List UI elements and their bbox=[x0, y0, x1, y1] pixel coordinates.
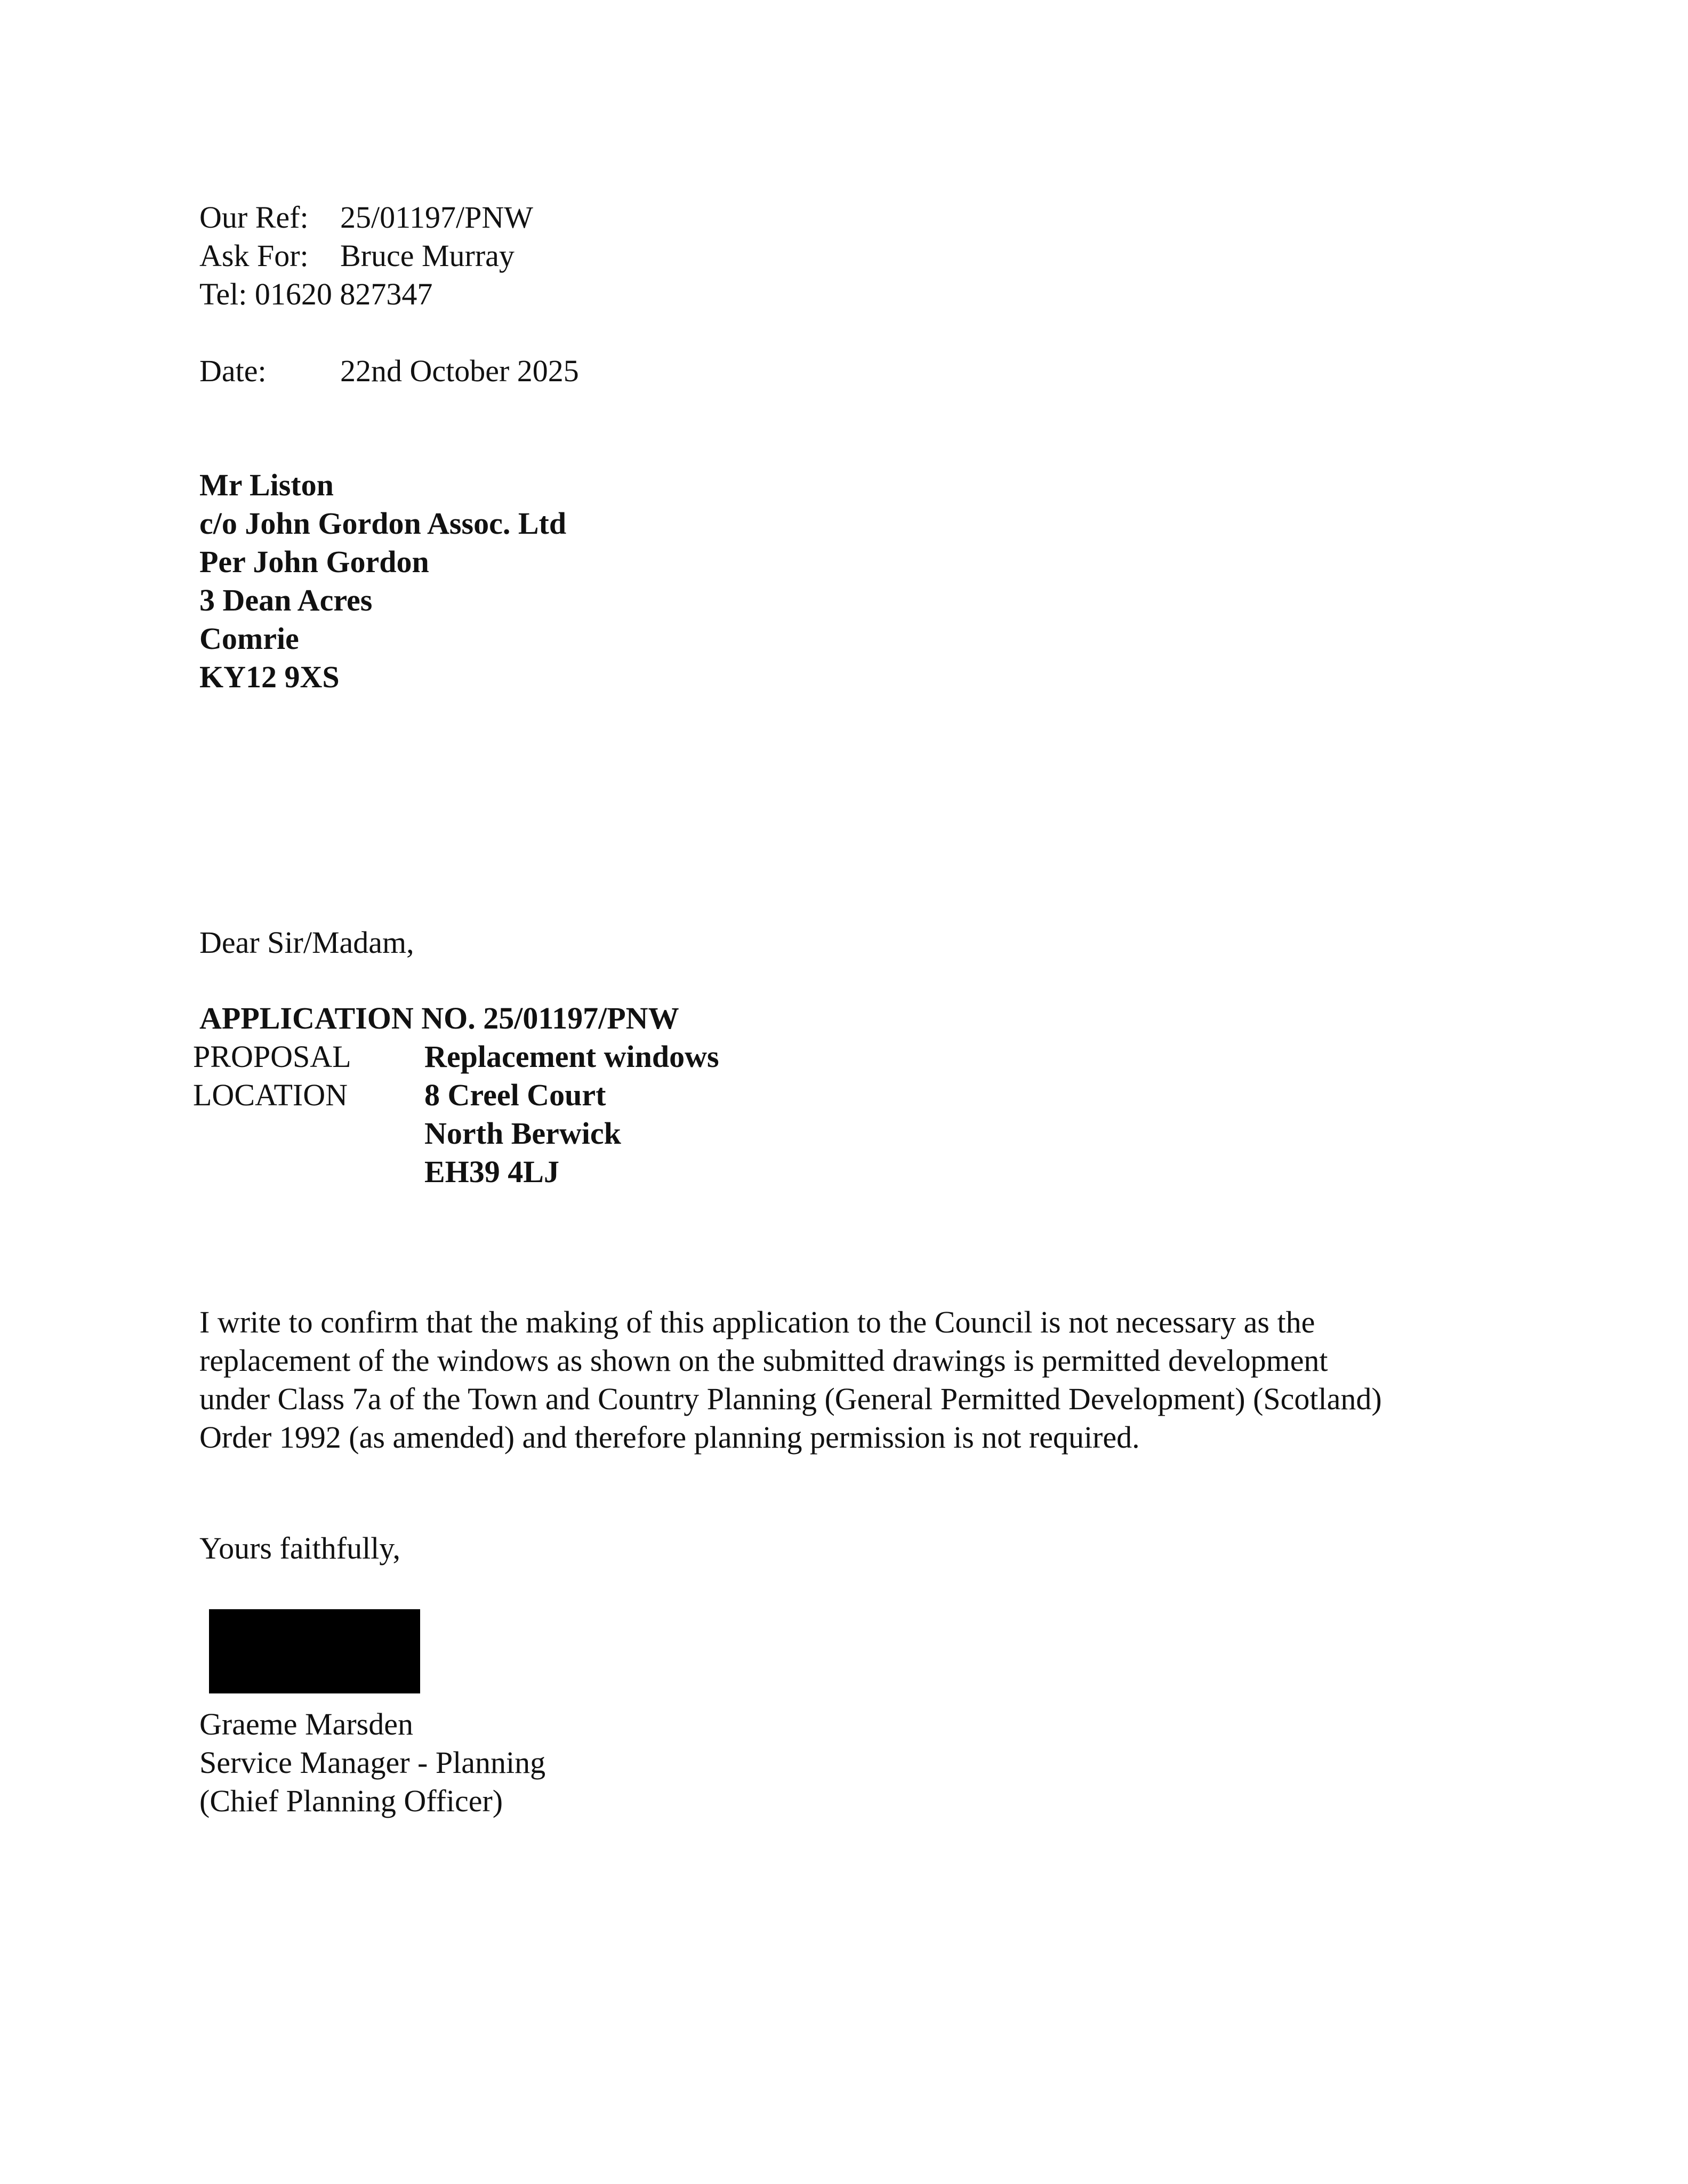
signatory-role: (Chief Planning Officer) bbox=[199, 1784, 503, 1818]
tel-text: Tel: 01620 827347 bbox=[199, 277, 433, 311]
body-line: under Class 7a of the Town and Country Planning (General Permitted Development) (Scotland) bbox=[199, 1382, 1382, 1416]
body-line: I write to confirm that the making of this application to the Council is not necessary as the bbox=[199, 1305, 1315, 1339]
signatory-block bbox=[199, 1705, 545, 1820]
location-address bbox=[424, 1076, 621, 1191]
recipient-line: c/o John Gordon Assoc. Ltd bbox=[199, 506, 567, 541]
body-line: replacement of the windows as shown on the submitted drawings is permitted development bbox=[199, 1343, 1328, 1378]
date-value: 22nd October 2025 bbox=[340, 354, 579, 388]
date-label: Date: bbox=[199, 354, 267, 388]
recipient-line: Per John Gordon bbox=[199, 544, 429, 579]
signatory-name: Graeme Marsden bbox=[199, 1707, 413, 1741]
ask-for-value: Bruce Murray bbox=[340, 238, 515, 273]
location-label: LOCATION bbox=[193, 1078, 348, 1112]
recipient-address bbox=[199, 466, 566, 696]
signature-redaction bbox=[209, 1609, 420, 1693]
ask-for-label: Ask For: bbox=[199, 238, 309, 273]
proposal-label: PROPOSAL bbox=[193, 1039, 351, 1074]
our-ref-value: 25/01197/PNW bbox=[340, 200, 533, 235]
body-line: Order 1992 (as amended) and therefore planning permission is not required. bbox=[199, 1420, 1140, 1455]
location-line: EH39 4LJ bbox=[424, 1154, 559, 1189]
recipient-line: 3 Dean Acres bbox=[199, 583, 373, 617]
recipient-line: KY12 9XS bbox=[199, 660, 340, 694]
location-line: 8 Creel Court bbox=[424, 1078, 606, 1112]
proposal-value: Replacement windows bbox=[424, 1039, 719, 1074]
recipient-line: Comrie bbox=[199, 621, 299, 656]
salutation: Dear Sir/Madam, bbox=[199, 925, 414, 960]
closing: Yours faithfully, bbox=[199, 1531, 401, 1565]
our-ref-label: Our Ref: bbox=[199, 200, 309, 235]
recipient-line: Mr Liston bbox=[199, 468, 334, 502]
body-paragraph bbox=[199, 1303, 1382, 1457]
application-heading: APPLICATION NO. 25/01197/PNW bbox=[199, 1001, 679, 1035]
signatory-title: Service Manager - Planning bbox=[199, 1745, 546, 1780]
location-line: North Berwick bbox=[424, 1116, 621, 1151]
